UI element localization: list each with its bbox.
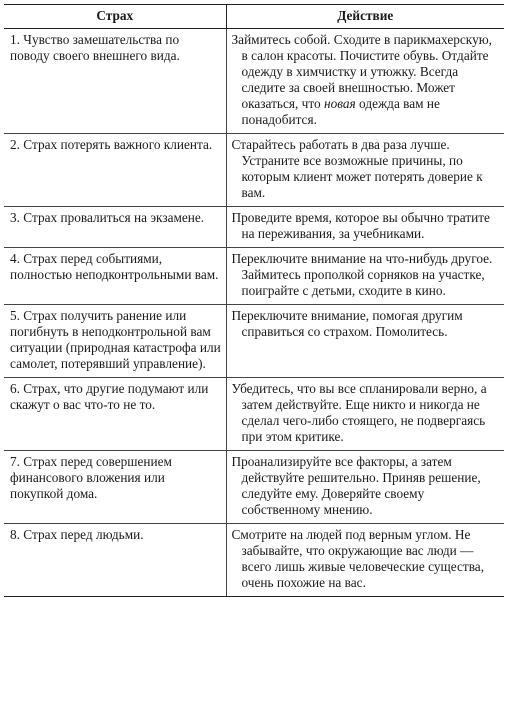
- table-row: [4, 378, 504, 451]
- fear-cell: [4, 134, 226, 207]
- table-row: [4, 305, 504, 378]
- fear-text: 8. Страх перед людьми.: [10, 527, 144, 542]
- emphasis-word: новая: [323, 96, 356, 111]
- fear-cell: [4, 305, 226, 378]
- table-header-row: [4, 5, 504, 29]
- action-text: Убедитесь, что вы все спланировали верно, а затем действуйте. Еще никто и никогда не сделал чего-либо стоящего, не подвергаясь при этом критике.: [231, 381, 487, 444]
- action-cell: [226, 207, 504, 248]
- action-text: Переключите внимание, помогая другим справиться со страхом. Помолитесь.: [231, 308, 463, 339]
- fear-action-table: [4, 4, 504, 597]
- table-row: [4, 451, 504, 524]
- table-row: [4, 248, 504, 305]
- fear-cell: [4, 378, 226, 451]
- action-cell: [226, 305, 504, 378]
- fear-cell: [4, 248, 226, 305]
- fear-cell: [4, 451, 226, 524]
- fear-cell: [4, 207, 226, 248]
- action-cell: [226, 451, 504, 524]
- table-row: [4, 29, 504, 134]
- fear-text: 1. Чувство замешательства по поводу своего внешнего вида.: [10, 32, 180, 63]
- action-text: Смотрите на людей под верным углом. Не забывайте, что окружающие вас люди — всего лишь живые человеческие существа, очень похожие на вас.: [231, 527, 485, 590]
- action-text: Переключите внимание на что-нибудь другое. Займитесь прополкой сорняков на участке, поиграйте с детьми, сходите в кино.: [231, 251, 493, 298]
- header-fear: Страх: [4, 5, 226, 29]
- action-cell: [226, 378, 504, 451]
- action-cell: [226, 524, 504, 597]
- fear-text: 7. Страх перед совершением финансового вложения или покупкой дома.: [10, 454, 172, 501]
- fear-text: 6. Страх, что другие подумают или скажут о вас что-то не то.: [10, 381, 209, 412]
- fear-text: 2. Страх потерять важного клиента.: [10, 137, 213, 152]
- fear-text: 4. Страх перед событиями, полностью неподконтрольными вам.: [10, 251, 219, 282]
- fear-text: 5. Страх получить ранение или погибнуть в неподконтрольной вам ситуации (природная катастрофа или самолет, потерявший управление).: [10, 308, 221, 371]
- fear-cell: [4, 29, 226, 134]
- table-row: [4, 524, 504, 597]
- action-text: Займитесь собой. Сходите в парикмахерскую, в салон красоты. Почистите обувь. Отдайте одежду в химчистку и утюжку. Всегда следите за своей внешностью. Может оказаться, что новая одежда вам не понадобится.: [231, 32, 492, 127]
- fear-text: 3. Страх провалиться на экзамене.: [10, 210, 205, 225]
- action-cell: [226, 248, 504, 305]
- action-text: Проанализируйте все факторы, а затем действуйте решительно. Приняв решение, следуйте ему. Доверяйте своему собственному мнению.: [231, 454, 481, 517]
- action-cell: [226, 29, 504, 134]
- action-text: Старайтесь работать в два раза лучше. Устраните все возможные причины, по которым клиент может потерять доверие к вам.: [231, 137, 483, 200]
- table-row: [4, 134, 504, 207]
- action-cell: [226, 134, 504, 207]
- header-action: Действие: [226, 5, 504, 29]
- action-text: Проведите время, которое вы обычно тратите на переживания, за учебниками.: [231, 210, 490, 241]
- table-row: [4, 207, 504, 248]
- fear-cell: [4, 524, 226, 597]
